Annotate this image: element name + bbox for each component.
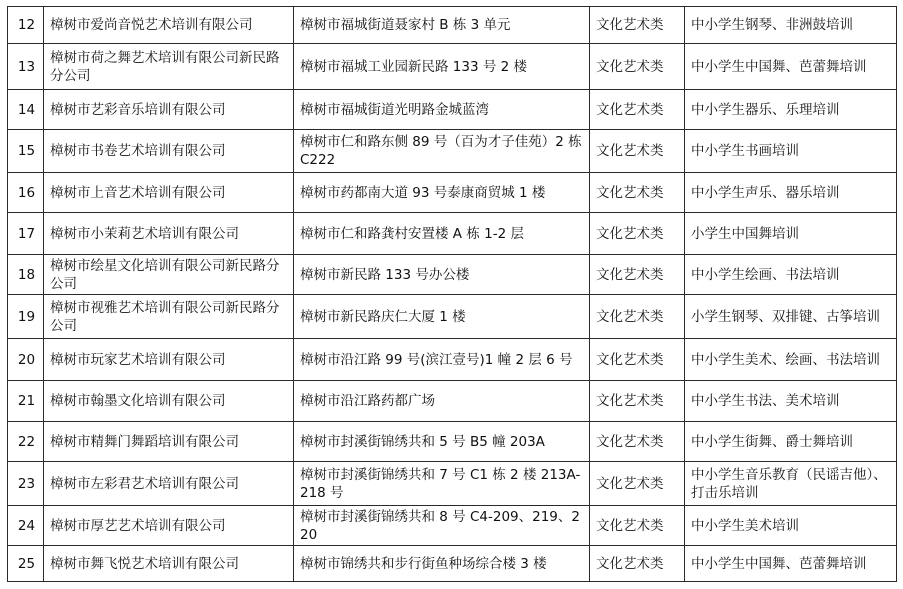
row-number: 15 bbox=[8, 130, 44, 173]
institution-category: 文化艺术类 bbox=[590, 173, 685, 213]
institution-category: 文化艺术类 bbox=[590, 506, 685, 546]
institution-category: 文化艺术类 bbox=[590, 44, 685, 90]
row-number: 24 bbox=[8, 506, 44, 546]
institution-name: 樟树市小茉莉艺术培训有限公司 bbox=[44, 213, 294, 255]
institution-category: 文化艺术类 bbox=[590, 90, 685, 130]
institution-name: 樟树市玩家艺术培训有限公司 bbox=[44, 339, 294, 381]
row-number: 12 bbox=[8, 7, 44, 44]
table-row bbox=[8, 506, 897, 546]
institution-name: 樟树市绘星文化培训有限公司新民路分公司 bbox=[44, 255, 294, 295]
row-number: 22 bbox=[8, 422, 44, 462]
institution-category: 文化艺术类 bbox=[590, 339, 685, 381]
institution-address: 樟树市新民路 133 号办公楼 bbox=[294, 255, 590, 295]
table-row bbox=[8, 381, 897, 422]
institution-address: 樟树市沿江路 99 号(滨江壹号)1 幢 2 层 6 号 bbox=[294, 339, 590, 381]
institution-address: 樟树市新民路庆仁大厦 1 楼 bbox=[294, 295, 590, 339]
training-scope: 中小学生美术、绘画、书法培训 bbox=[685, 339, 897, 381]
institution-name: 樟树市舞飞悦艺术培训有限公司 bbox=[44, 546, 294, 582]
row-number: 20 bbox=[8, 339, 44, 381]
table-row bbox=[8, 90, 897, 130]
institution-category: 文化艺术类 bbox=[590, 213, 685, 255]
row-number: 16 bbox=[8, 173, 44, 213]
institution-address: 樟树市沿江路药都广场 bbox=[294, 381, 590, 422]
table-body bbox=[8, 7, 897, 582]
institution-name: 樟树市上音艺术培训有限公司 bbox=[44, 173, 294, 213]
table-row bbox=[8, 44, 897, 90]
table-row bbox=[8, 462, 897, 506]
row-number: 14 bbox=[8, 90, 44, 130]
training-scope: 中小学生书画培训 bbox=[685, 130, 897, 173]
institution-name: 樟树市精舞门舞蹈培训有限公司 bbox=[44, 422, 294, 462]
table-row bbox=[8, 130, 897, 173]
training-scope: 中小学生音乐教育（民谣吉他）、打击乐培训 bbox=[685, 462, 897, 506]
table-row bbox=[8, 295, 897, 339]
table-row bbox=[8, 339, 897, 381]
institution-address: 樟树市锦绣共和步行街鱼种场综合楼 3 楼 bbox=[294, 546, 590, 582]
training-scope: 中小学生中国舞、芭蕾舞培训 bbox=[685, 546, 897, 582]
institution-category: 文化艺术类 bbox=[590, 130, 685, 173]
row-number: 19 bbox=[8, 295, 44, 339]
institution-category: 文化艺术类 bbox=[590, 295, 685, 339]
training-scope: 小学生中国舞培训 bbox=[685, 213, 897, 255]
table-row bbox=[8, 213, 897, 255]
institution-address: 樟树市福城街道光明路金城蓝湾 bbox=[294, 90, 590, 130]
training-scope: 中小学生美术培训 bbox=[685, 506, 897, 546]
training-scope: 小学生钢琴、双排键、古筝培训 bbox=[685, 295, 897, 339]
institution-category: 文化艺术类 bbox=[590, 546, 685, 582]
institution-address: 樟树市药都南大道 93 号泰康商贸城 1 楼 bbox=[294, 173, 590, 213]
institution-category: 文化艺术类 bbox=[590, 7, 685, 44]
institution-name: 樟树市视雅艺术培训有限公司新民路分公司 bbox=[44, 295, 294, 339]
training-scope: 中小学生声乐、器乐培训 bbox=[685, 173, 897, 213]
institution-name: 樟树市艺彩音乐培训有限公司 bbox=[44, 90, 294, 130]
institution-category: 文化艺术类 bbox=[590, 381, 685, 422]
institution-address: 樟树市封溪街锦绣共和 8 号 C4-209、219、220 bbox=[294, 506, 590, 546]
training-scope: 中小学生中国舞、芭蕾舞培训 bbox=[685, 44, 897, 90]
institution-name: 樟树市厚艺艺术培训有限公司 bbox=[44, 506, 294, 546]
row-number: 17 bbox=[8, 213, 44, 255]
institution-name: 樟树市爱尚音悦艺术培训有限公司 bbox=[44, 7, 294, 44]
training-scope: 中小学生绘画、书法培训 bbox=[685, 255, 897, 295]
institution-category: 文化艺术类 bbox=[590, 422, 685, 462]
institution-category: 文化艺术类 bbox=[590, 462, 685, 506]
training-scope: 中小学生街舞、爵士舞培训 bbox=[685, 422, 897, 462]
table-row bbox=[8, 546, 897, 582]
institution-address: 樟树市仁和路东侧 89 号（百为才子佳苑）2 栋 C222 bbox=[294, 130, 590, 173]
table-row bbox=[8, 255, 897, 295]
institution-address: 樟树市仁和路龚村安置楼 A 栋 1-2 层 bbox=[294, 213, 590, 255]
training-scope: 中小学生器乐、乐理培训 bbox=[685, 90, 897, 130]
institution-address: 樟树市封溪街锦绣共和 7 号 C1 栋 2 楼 213A-218 号 bbox=[294, 462, 590, 506]
training-scope: 中小学生书法、美术培训 bbox=[685, 381, 897, 422]
institution-category: 文化艺术类 bbox=[590, 255, 685, 295]
training-scope: 中小学生钢琴、非洲鼓培训 bbox=[685, 7, 897, 44]
row-number: 21 bbox=[8, 381, 44, 422]
institution-name: 樟树市翰墨文化培训有限公司 bbox=[44, 381, 294, 422]
training-institution-table bbox=[7, 6, 897, 582]
row-number: 13 bbox=[8, 44, 44, 90]
institution-name: 樟树市荷之舞艺术培训有限公司新民路分公司 bbox=[44, 44, 294, 90]
table-row bbox=[8, 422, 897, 462]
table-row bbox=[8, 7, 897, 44]
institution-address: 樟树市福城工业园新民路 133 号 2 楼 bbox=[294, 44, 590, 90]
table-row bbox=[8, 173, 897, 213]
row-number: 18 bbox=[8, 255, 44, 295]
row-number: 25 bbox=[8, 546, 44, 582]
institution-address: 樟树市福城街道聂家村 B 栋 3 单元 bbox=[294, 7, 590, 44]
institution-address: 樟树市封溪街锦绣共和 5 号 B5 幢 203A bbox=[294, 422, 590, 462]
institution-name: 樟树市书卷艺术培训有限公司 bbox=[44, 130, 294, 173]
row-number: 23 bbox=[8, 462, 44, 506]
institution-name: 樟树市左彩君艺术培训有限公司 bbox=[44, 462, 294, 506]
